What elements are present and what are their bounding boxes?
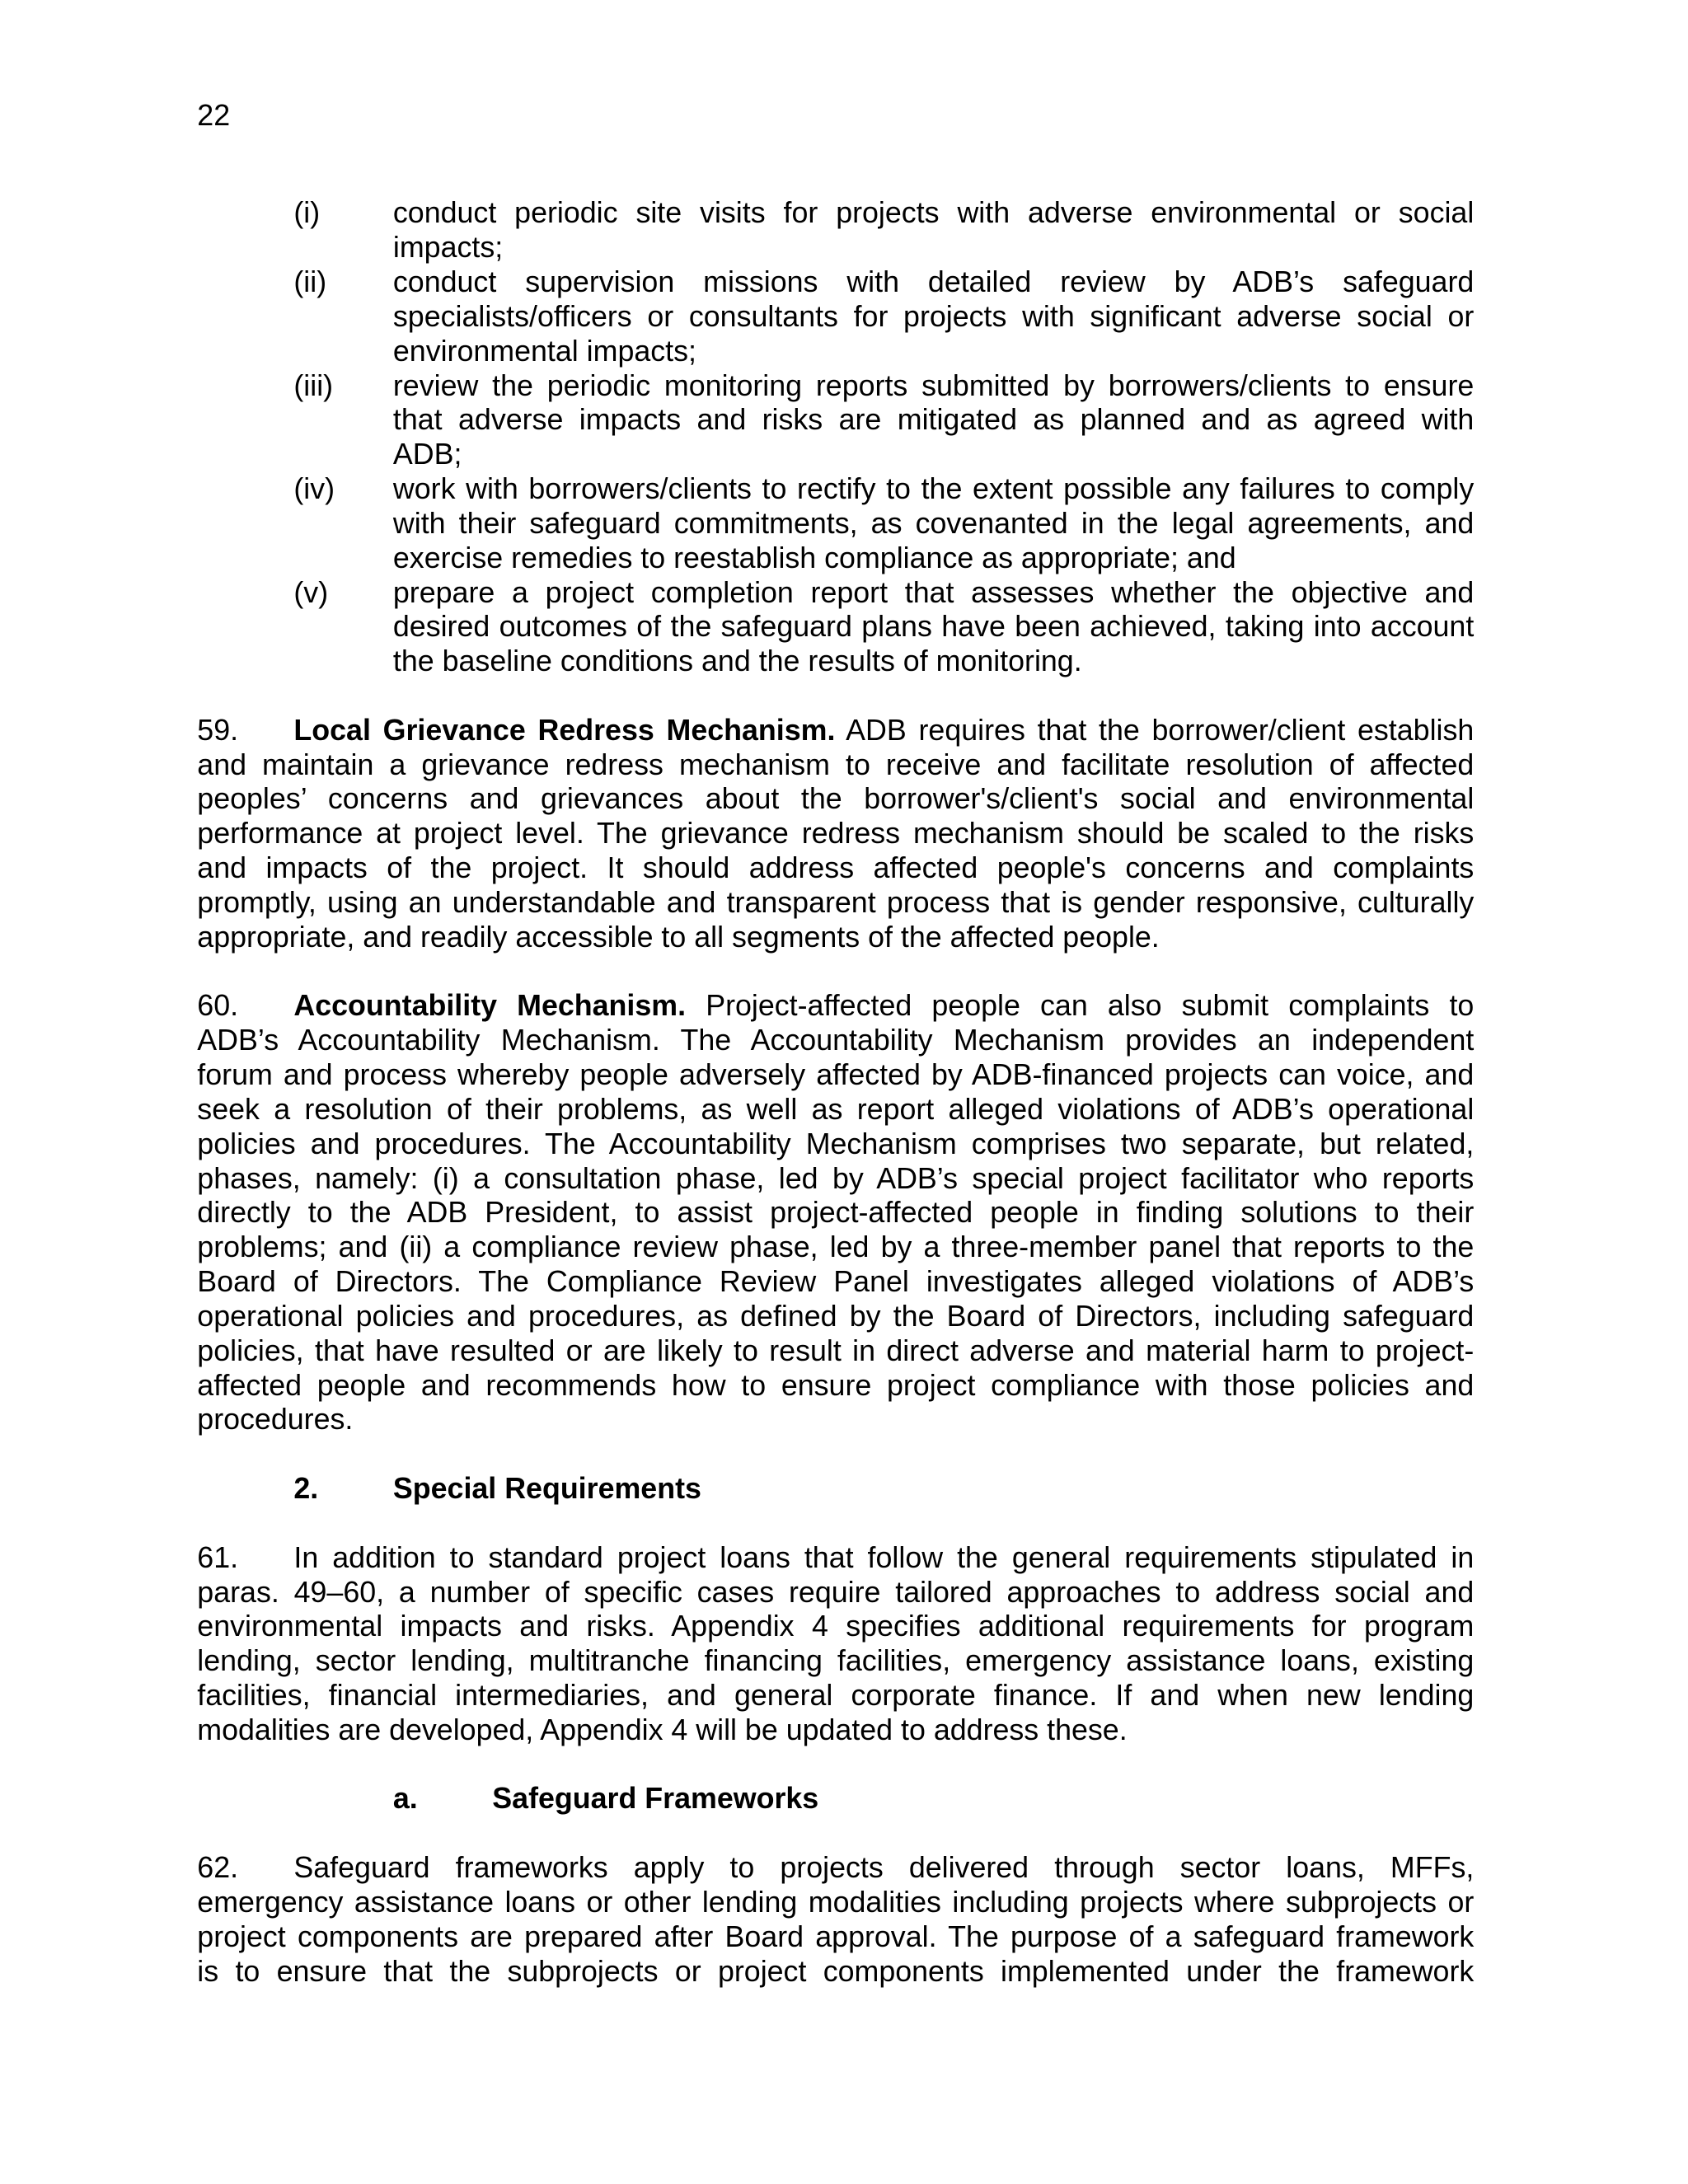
paragraph-text: Safeguard frameworks apply to projects delivered through sector loans, MFFs,: [293, 1851, 1475, 1885]
text-line: work with borrowers/clients to rectify to the extent possible any failures to comply: [392, 472, 1475, 506]
text-line: problems; and (ii) a compliance review phase, led by a three-member panel that reports to the: [197, 1230, 1475, 1264]
subsection-heading: [197, 1782, 1474, 1816]
list-item-text: [393, 265, 1474, 368]
paragraph-number: 61.: [197, 1540, 239, 1574]
text-line: policies, that have resulted or are likely to result in direct adverse and material harm to project-: [197, 1333, 1475, 1367]
paragraph-number: 60.: [197, 989, 239, 1023]
text-line: operational policies and procedures, as defined by the Board of Directors, including safeguard: [197, 1299, 1475, 1333]
text-line: conduct periodic site visits for projects with adverse environmental or social: [392, 196, 1475, 230]
text-line: environmental impacts and risks. Appendix 4 specifies additional requirements for program: [197, 1610, 1475, 1643]
text-line: ADB’s Accountability Mechanism. The Accountability Mechanism provides an independent: [197, 1024, 1475, 1057]
text-line: and impacts of the project. It should address affected people's concerns and complaints: [197, 851, 1475, 885]
subsection-title: Safeguard Frameworks: [492, 1782, 819, 1816]
paragraph-text: Project-affected people can also submit complaints to: [706, 989, 1475, 1023]
paragraph-body: [197, 1576, 1474, 1748]
run-in-heading: Accountability Mechanism.: [293, 989, 687, 1023]
section-number: 2.: [293, 1472, 319, 1506]
paragraph-59: [197, 714, 1474, 955]
subsection-number: a.: [392, 1782, 418, 1816]
list-marker: (v): [293, 575, 329, 609]
text-line: policies and procedures. The Accountability Mechanism comprises two separate, but related,: [197, 1127, 1475, 1160]
paragraph-first-line: [197, 1851, 1474, 1886]
text-line: with their safeguard commitments, as covenanted in the legal agreements, and: [392, 506, 1475, 540]
paragraph-60: [197, 989, 1474, 1437]
paragraph-number: 62.: [197, 1851, 239, 1885]
paragraph-61: [197, 1541, 1474, 1748]
paragraph-text: ADB requires that the borrower/client establish: [846, 713, 1475, 747]
paragraph-first-line: [197, 714, 1474, 748]
text-line: the baseline conditions and the results of monitoring.: [392, 644, 1082, 678]
list-item-text: [393, 196, 1474, 265]
text-line: phases, namely: (i) a consultation phase, led by ADB’s special project facilitator who reports: [197, 1161, 1475, 1195]
text-line: that adverse impacts and risks are mitigated as planned and as agreed with: [392, 403, 1475, 437]
list-item: [197, 265, 1474, 368]
list-item-text: [393, 369, 1474, 472]
text-line: facilities, financial intermediaries, and general corporate finance. If and when new lending: [197, 1679, 1475, 1712]
text-line: appropriate, and readily accessible to all segments of the affected people.: [197, 920, 1160, 954]
paragraph-number: 59.: [197, 713, 239, 747]
text-line: environmental impacts;: [392, 334, 696, 368]
paragraph-body: [197, 748, 1474, 955]
list-marker: (iii): [293, 368, 334, 402]
text-line: specialists/officers or consultants for projects with significant adverse social or: [392, 299, 1475, 333]
text-line: forum and process whereby people adversely affected by ADB-financed projects can voice, and: [197, 1058, 1475, 1092]
paragraph-body: [197, 1886, 1474, 1989]
text-line: desired outcomes of the safeguard plans have been achieved, taking into account: [392, 610, 1475, 644]
page-content: [197, 196, 1474, 1989]
text-line: and maintain a grievance redress mechanism to receive and facilitate resolution of affected: [197, 748, 1475, 781]
text-line: modalities are developed, Appendix 4 will be updated to address these.: [197, 1713, 1128, 1746]
text-line: review the periodic monitoring reports submitted by borrowers/clients to ensure: [392, 368, 1475, 402]
text-line: seek a resolution of their problems, as well as report alleged violations of ADB’s operational: [197, 1092, 1475, 1126]
text-line: Board of Directors. The Compliance Review Panel investigates alleged violations of ADB’s: [197, 1265, 1475, 1299]
text-line: ADB;: [392, 438, 462, 471]
text-line: impacts;: [392, 231, 504, 265]
list-item: [197, 472, 1474, 575]
list-item: [197, 196, 1474, 265]
list-item-text: [393, 472, 1474, 575]
text-line: peoples’ concerns and grievances about the borrower's/client's social and environmental: [197, 782, 1475, 816]
list-marker: (ii): [293, 265, 327, 299]
text-line: paras. 49–60, a number of specific cases require tailored approaches to address social and: [197, 1575, 1475, 1609]
paragraph-body: [197, 1024, 1474, 1437]
paragraph-first-line: [197, 989, 1474, 1024]
text-line: lending, sector lending, multitranche financing facilities, emergency assistance loans, existing: [197, 1644, 1475, 1678]
text-line: affected people and recommends how to ensure project compliance with those policies and: [197, 1368, 1475, 1402]
list-item: [197, 576, 1474, 679]
text-line: performance at project level. The grievance redress mechanism should be scaled to the risks: [197, 817, 1475, 851]
run-in-heading: Local Grievance Redress Mechanism.: [293, 713, 836, 747]
paragraph-first-line: [197, 1541, 1474, 1576]
text-line: promptly, using an understandable and transparent process that is gender responsive, culturally: [197, 885, 1475, 919]
section-heading: [197, 1472, 1474, 1507]
text-line: procedures.: [197, 1403, 354, 1436]
text-line: project components are prepared after Board approval. The purpose of a safeguard framework: [197, 1919, 1475, 1953]
text-line: emergency assistance loans or other lending modalities including projects where subprojects or: [197, 1885, 1475, 1919]
paragraph-text: In addition to standard project loans that follow the general requirements stipulated in: [293, 1540, 1475, 1574]
section-title: Special Requirements: [392, 1472, 701, 1506]
text-line: conduct supervision missions with detailed review by ADB’s safeguard: [392, 265, 1475, 299]
monitoring-list: [197, 196, 1474, 679]
list-marker: (iv): [293, 472, 335, 506]
text-line: prepare a project completion report that assesses whether the objective and: [392, 575, 1475, 609]
text-line: exercise remedies to reestablish compliance as appropriate; and: [392, 541, 1236, 574]
text-line: is to ensure that the subprojects or project components implemented under the framework: [197, 1954, 1475, 1988]
paragraph-62: [197, 1851, 1474, 1989]
text-line: directly to the ADB President, to assist project-affected people in finding solutions to their: [197, 1196, 1475, 1230]
page-number: 22: [197, 98, 231, 132]
list-item-text: [393, 576, 1474, 679]
list-marker: (i): [293, 196, 321, 230]
list-item: [197, 369, 1474, 472]
